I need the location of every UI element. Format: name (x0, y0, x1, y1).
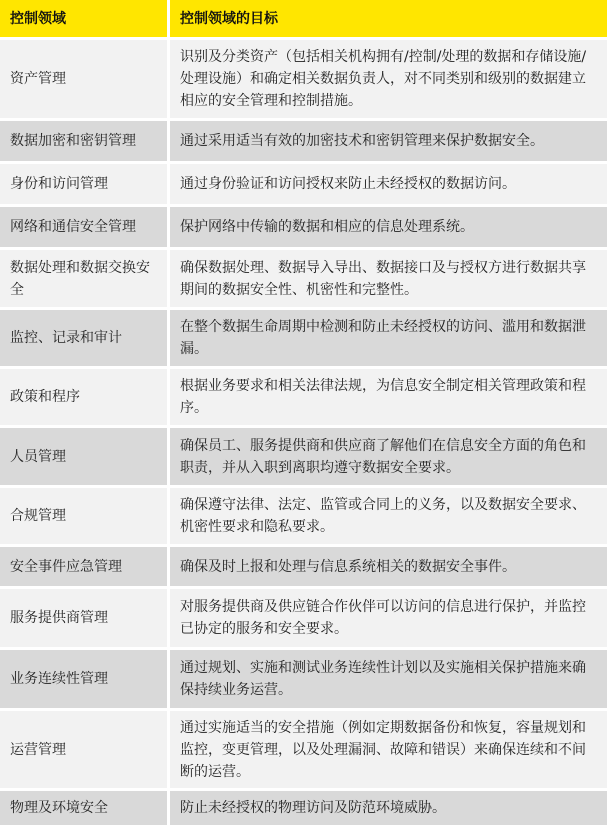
row-domain: 人员管理 (0, 428, 170, 488)
row-domain: 网络和通信安全管理 (0, 207, 170, 250)
row-domain: 数据加密和密钥管理 (0, 121, 170, 164)
row-domain: 运营管理 (0, 711, 170, 791)
row-goal: 确保员工、服务提供商和供应商了解他们在信息安全方面的角色和职责，并从入职到离职均遵守数据安全要求。 (170, 428, 607, 488)
row-goal: 根据业务要求和相关法律法规，为信息安全制定相关管理政策和程序。 (170, 369, 607, 428)
row-goal: 通过身份验证和访问授权来防止未经授权的数据访问。 (170, 164, 607, 207)
row-goal: 对服务提供商及供应链合作伙伴可以访问的信息进行保护，并监控已协定的服务和安全要求。 (170, 589, 607, 650)
row-domain: 物理及环境安全 (0, 791, 170, 825)
row-domain: 身份和访问管理 (0, 164, 170, 207)
row-domain: 业务连续性管理 (0, 650, 170, 711)
row-goal: 通过采用适当有效的加密技术和密钥管理来保护数据安全。 (170, 121, 607, 164)
row-goal: 确保及时上报和处理与信息系统相关的数据安全事件。 (170, 547, 607, 589)
row-domain: 合规管理 (0, 488, 170, 547)
row-domain: 服务提供商管理 (0, 589, 170, 650)
row-domain: 数据处理和数据交换安全 (0, 250, 170, 310)
row-goal: 识别及分类资产（包括相关机构拥有/控制/处理的数据和存储设施/处理设施）和确定相关数据负责人，对不同类别和级别的数据建立相应的安全管理和控制措施。 (170, 40, 607, 121)
row-domain: 监控、记录和审计 (0, 310, 170, 369)
row-goal: 保护网络中传输的数据和相应的信息处理系统。 (170, 207, 607, 250)
row-goal: 通过规划、实施和测试业务连续性计划以及实施相关保护措施来确保持续业务运营。 (170, 650, 607, 711)
header-domain: 控制领域 (0, 0, 170, 40)
row-goal: 在整个数据生命周期中检测和防止未经授权的访问、滥用和数据泄漏。 (170, 310, 607, 369)
row-domain: 安全事件应急管理 (0, 547, 170, 589)
row-domain: 政策和程序 (0, 369, 170, 428)
row-goal: 确保数据处理、数据导入导出、数据接口及与授权方进行数据共享期间的数据安全性、机密性和完整性。 (170, 250, 607, 310)
row-goal: 防止未经授权的物理访问及防范环境威胁。 (170, 791, 607, 825)
row-domain: 资产管理 (0, 40, 170, 121)
row-goal: 确保遵守法律、法定、监管或合同上的义务，以及数据安全要求、机密性要求和隐私要求。 (170, 488, 607, 547)
row-goal: 通过实施适当的安全措施（例如定期数据备份和恢复，容量规划和监控，变更管理，以及处理漏洞、故障和错误）来确保连续和不间断的运营。 (170, 711, 607, 791)
header-goal: 控制领域的目标 (170, 0, 607, 40)
